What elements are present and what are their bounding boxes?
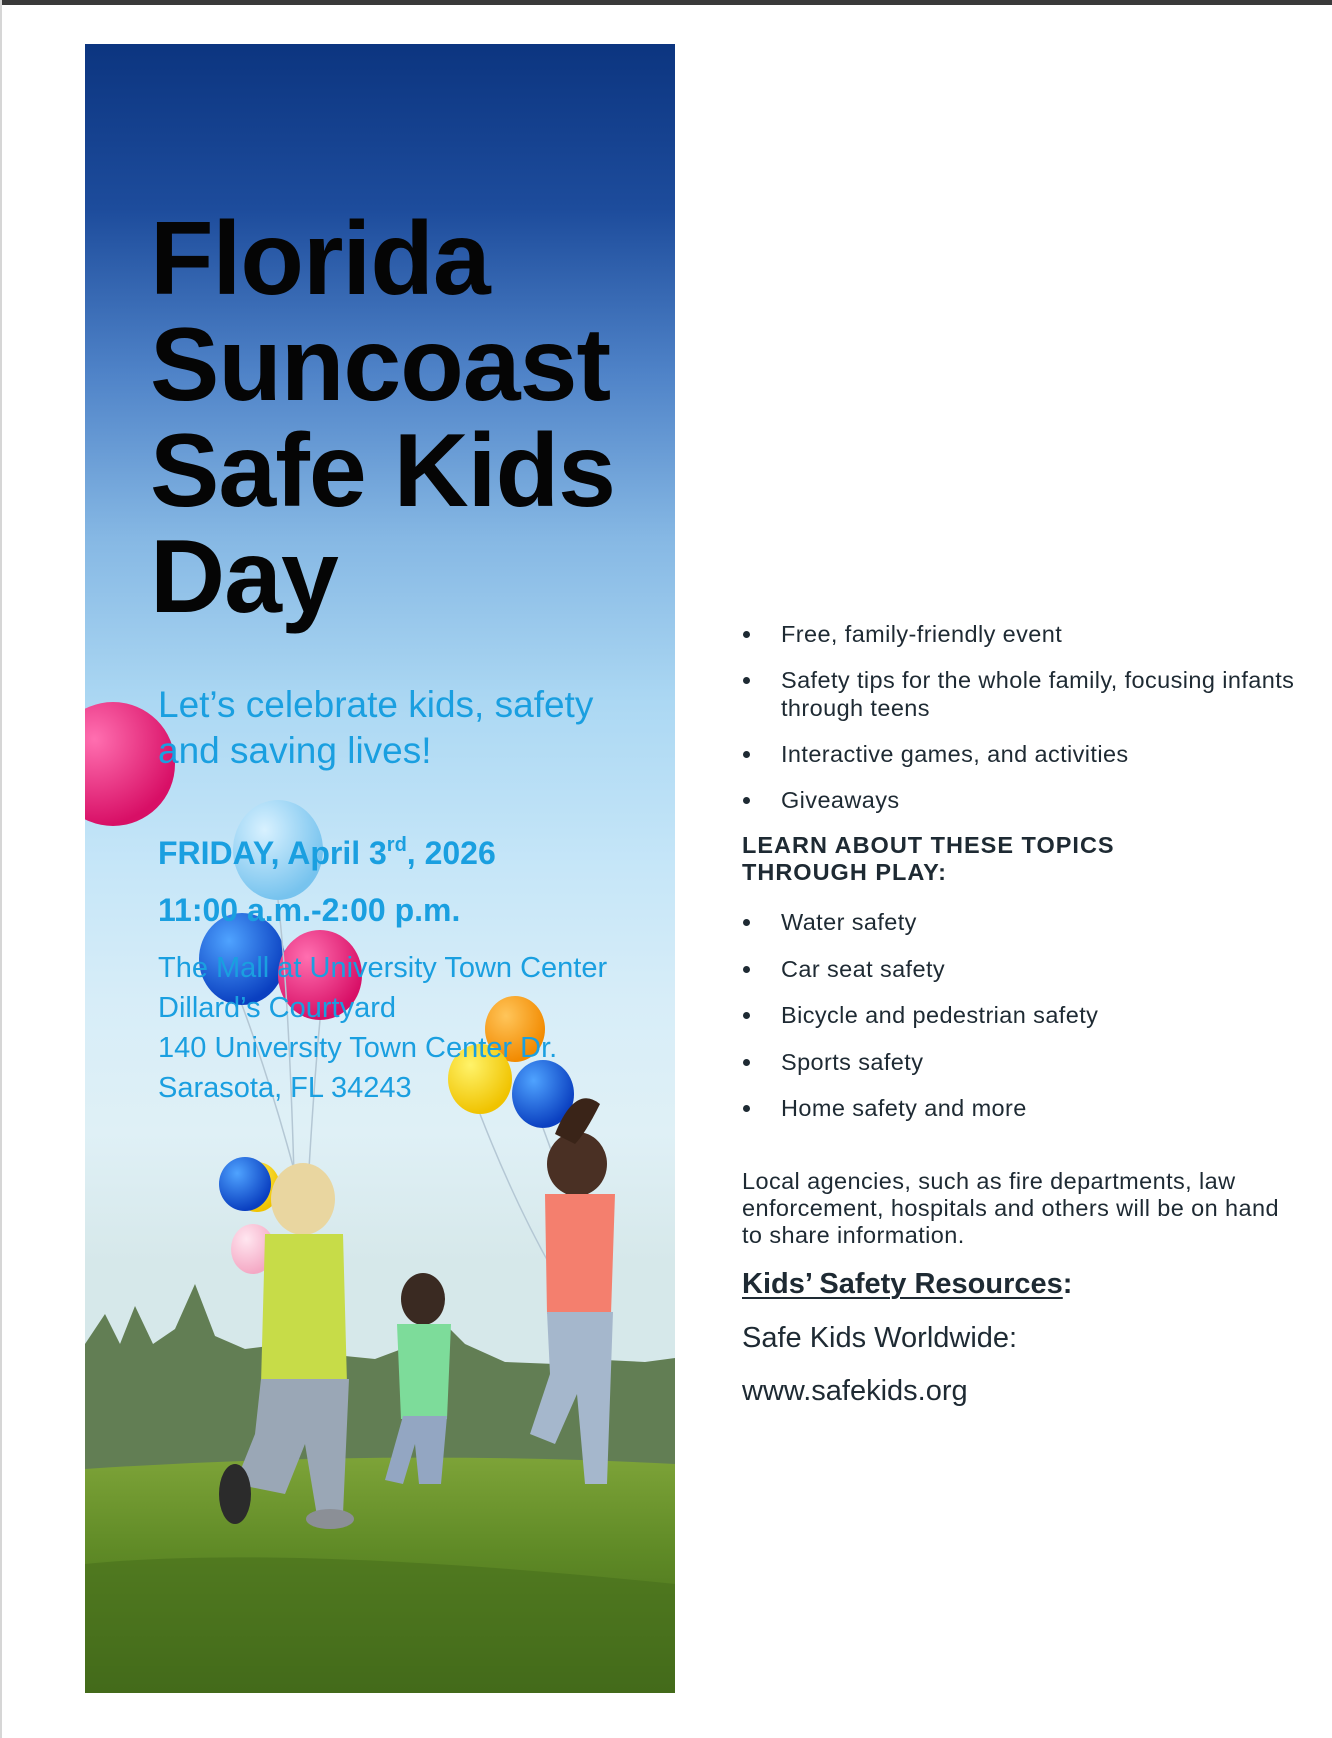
venue-line-1: The Mall at University Town Center bbox=[158, 952, 608, 984]
date-prefix: FRIDAY, April 3 bbox=[158, 835, 387, 871]
list-item: Sports safety bbox=[742, 1048, 1302, 1076]
topics-list bbox=[742, 908, 1302, 1141]
resources-heading-colon: : bbox=[1062, 1268, 1073, 1300]
highlights-list bbox=[742, 620, 1302, 832]
event-time: 11:00 a.m.-2:00 p.m. bbox=[158, 892, 461, 928]
window-top-border bbox=[0, 0, 1332, 5]
list-item: Giveaways bbox=[742, 786, 1302, 814]
event-venue bbox=[158, 948, 668, 1108]
agencies-paragraph: Local agencies, such as fire departments, law enforcement, hospitals and others will be on hand to share information. bbox=[742, 1168, 1279, 1248]
list-item: Bicycle and pedestrian safety bbox=[742, 1001, 1302, 1029]
venue-line-4: Sarasota, FL 34243 bbox=[158, 1072, 412, 1104]
resources-heading-text: Kids’ Safety Resources bbox=[742, 1268, 1063, 1300]
topics-heading: LEARN ABOUT THESE TOPICS THROUGH PLAY: bbox=[742, 832, 1115, 885]
list-item: Safety tips for the whole family, focusing infants through teens bbox=[742, 666, 1302, 722]
date-year: , 2026 bbox=[406, 835, 496, 871]
title-line-2: Suncoast bbox=[150, 307, 611, 423]
hero-banner bbox=[85, 44, 675, 1693]
list-item: Free, family-friendly event bbox=[742, 620, 1302, 648]
event-date bbox=[158, 834, 496, 872]
resource-name: Safe Kids Worldwide: bbox=[742, 1322, 1018, 1354]
venue-line-3: 140 University Town Center Dr. bbox=[158, 1032, 558, 1064]
list-item: Car seat safety bbox=[742, 955, 1302, 983]
title-line-3: Safe Kids bbox=[150, 413, 615, 529]
venue-line-2: Dillard’s Courtyard bbox=[158, 992, 396, 1024]
resource-url-link[interactable]: www.safekids.org bbox=[742, 1375, 968, 1407]
page-left-edge bbox=[0, 0, 2, 1738]
event-tagline: Let’s celebrate kids, safety and saving lives! bbox=[158, 684, 594, 771]
resources-heading bbox=[742, 1268, 1072, 1301]
title-line-1: Florida bbox=[150, 201, 490, 317]
list-item: Home safety and more bbox=[742, 1094, 1302, 1122]
date-ordinal: rd bbox=[386, 834, 407, 856]
list-item: Water safety bbox=[742, 908, 1302, 936]
list-item: Interactive games, and activities bbox=[742, 740, 1302, 768]
title-line-4: Day bbox=[150, 519, 338, 635]
event-title bbox=[150, 201, 615, 635]
